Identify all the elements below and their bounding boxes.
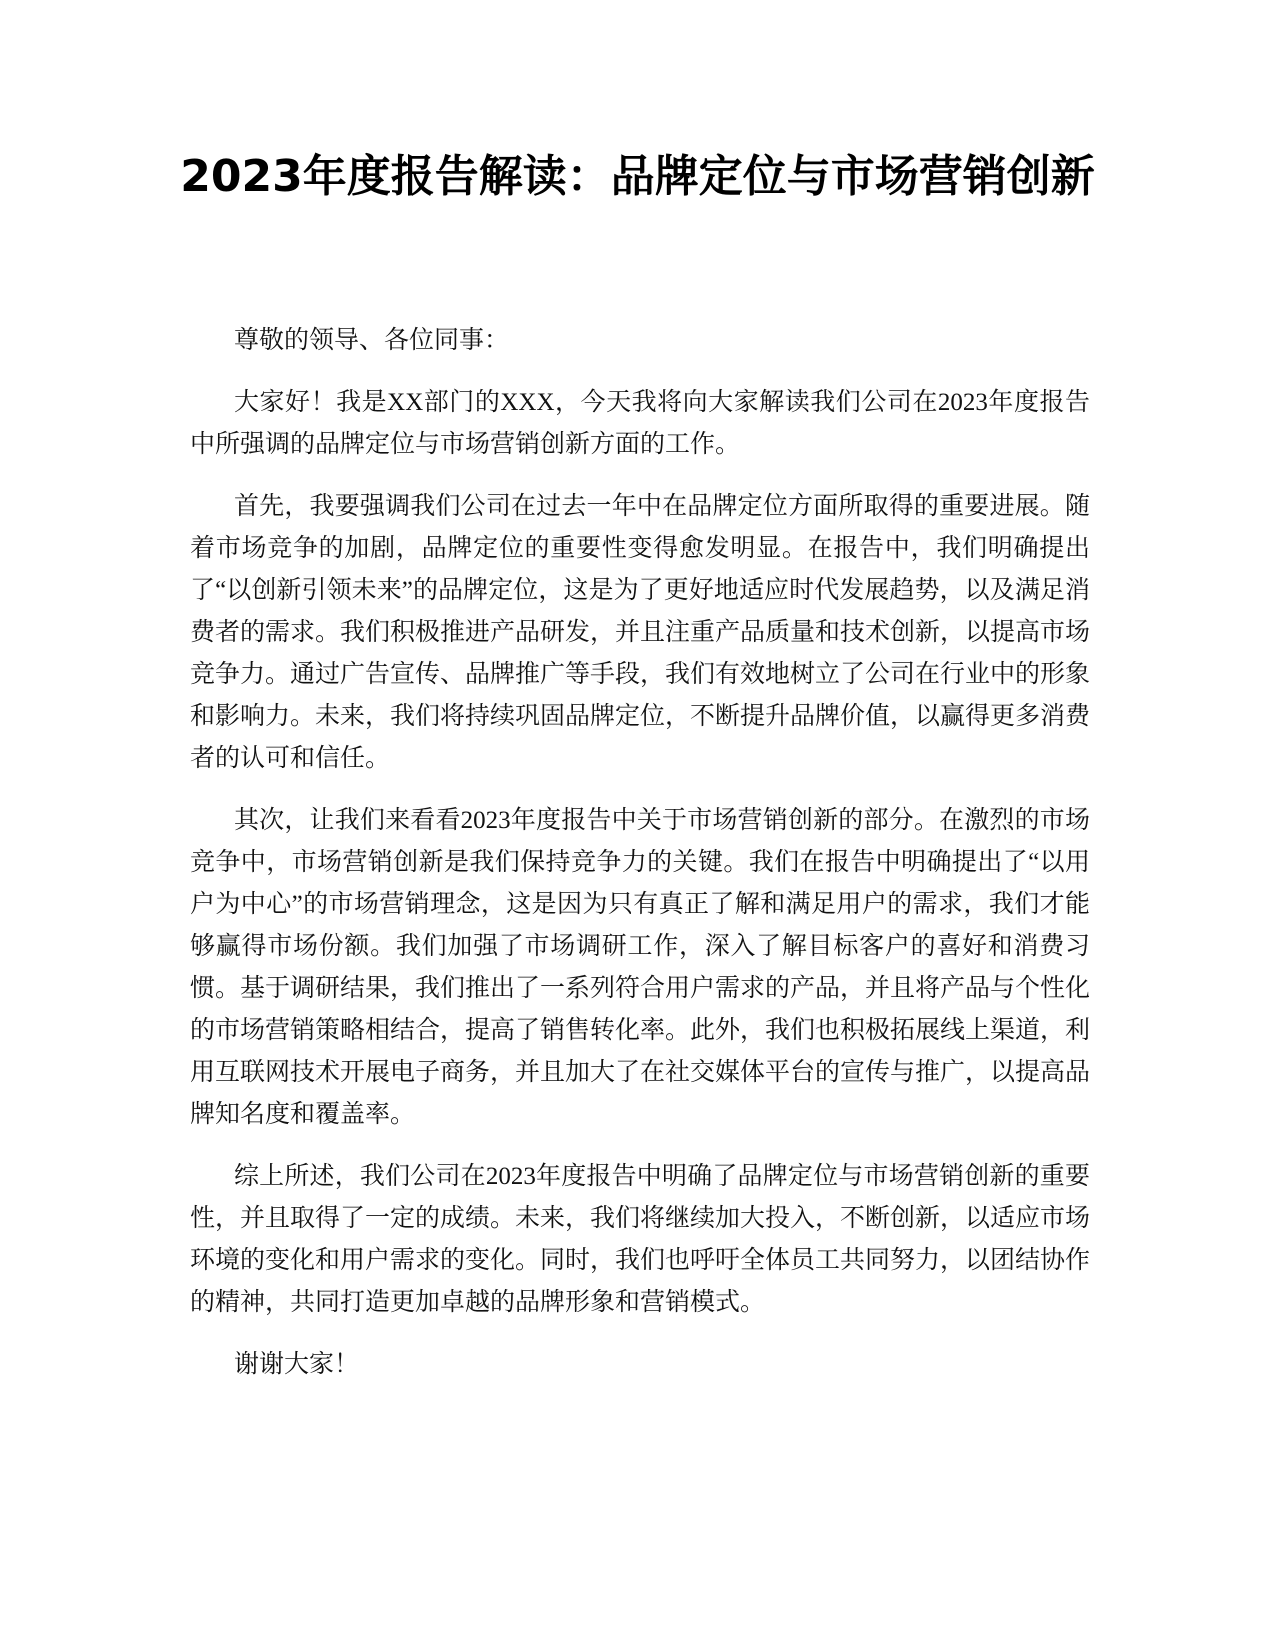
- marketing-innovation-paragraph: 其次，让我们来看看2023年度报告中关于市场营销创新的部分。在激烈的市场竞争中，市场营销创新是我们保持竞争力的关键。我们在报告中明确提出了“以用户为中心”的市场营销理念，这是因为只有真正了解和满足用户的需求，我们才能够赢得市场份额。我们加强了市场调研工作，深入了解目标客户的喜好和消费习惯。基于调研结果，我们推出了一系列符合用户需求的产品，并且将产品与个性化的市场营销策略相结合，提高了销售转化率。此外，我们也积极拓展线上渠道，利用互联网技术开展电子商务，并且加大了在社交媒体平台的宣传与推广，以提高品牌知名度和覆盖率。: [190, 807, 1091, 1128]
- intro-paragraph: 大家好！我是XX部门的XXX，今天我将向大家解读我们公司在2023年度报告中所强调的品牌定位与市场营销创新方面的工作。: [190, 389, 1090, 458]
- summary-paragraph: 综上所述，我们公司在2023年度报告中明确了品牌定位与市场营销创新的重要性，并且取得了一定的成绩。未来，我们将继续加大投入，不断创新，以适应市场环境的变化和用户需求的变化。同时，我们也呼吁全体员工共同努力，以团结协作的精神，共同打造更加卓越的品牌形象和营销模式。: [190, 1163, 1091, 1316]
- salutation-paragraph: 尊敬的领导、各位同事：: [234, 327, 510, 354]
- document-title: 2023年度报告解读：品牌定位与市场营销创新: [180, 151, 1095, 202]
- document-body: [190, 320, 1090, 1406]
- brand-positioning-paragraph: 首先，我要强调我们公司在过去一年中在品牌定位方面所取得的重要进展。随着市场竞争的加剧，品牌定位的重要性变得愈发明显。在报告中，我们明确提出了“以创新引领未来”的品牌定位，这是为了更好地适应时代发展趋势，以及满足消费者的需求。我们积极推进产品研发，并且注重产品质量和技术创新，以提高市场竞争力。通过广告宣传、品牌推广等手段，我们有效地树立了公司在行业中的形象和影响力。未来，我们将持续巩固品牌定位，不断提升品牌价值，以赢得更多消费者的认可和信任。: [190, 493, 1091, 772]
- closing-paragraph: 谢谢大家！: [234, 1351, 360, 1378]
